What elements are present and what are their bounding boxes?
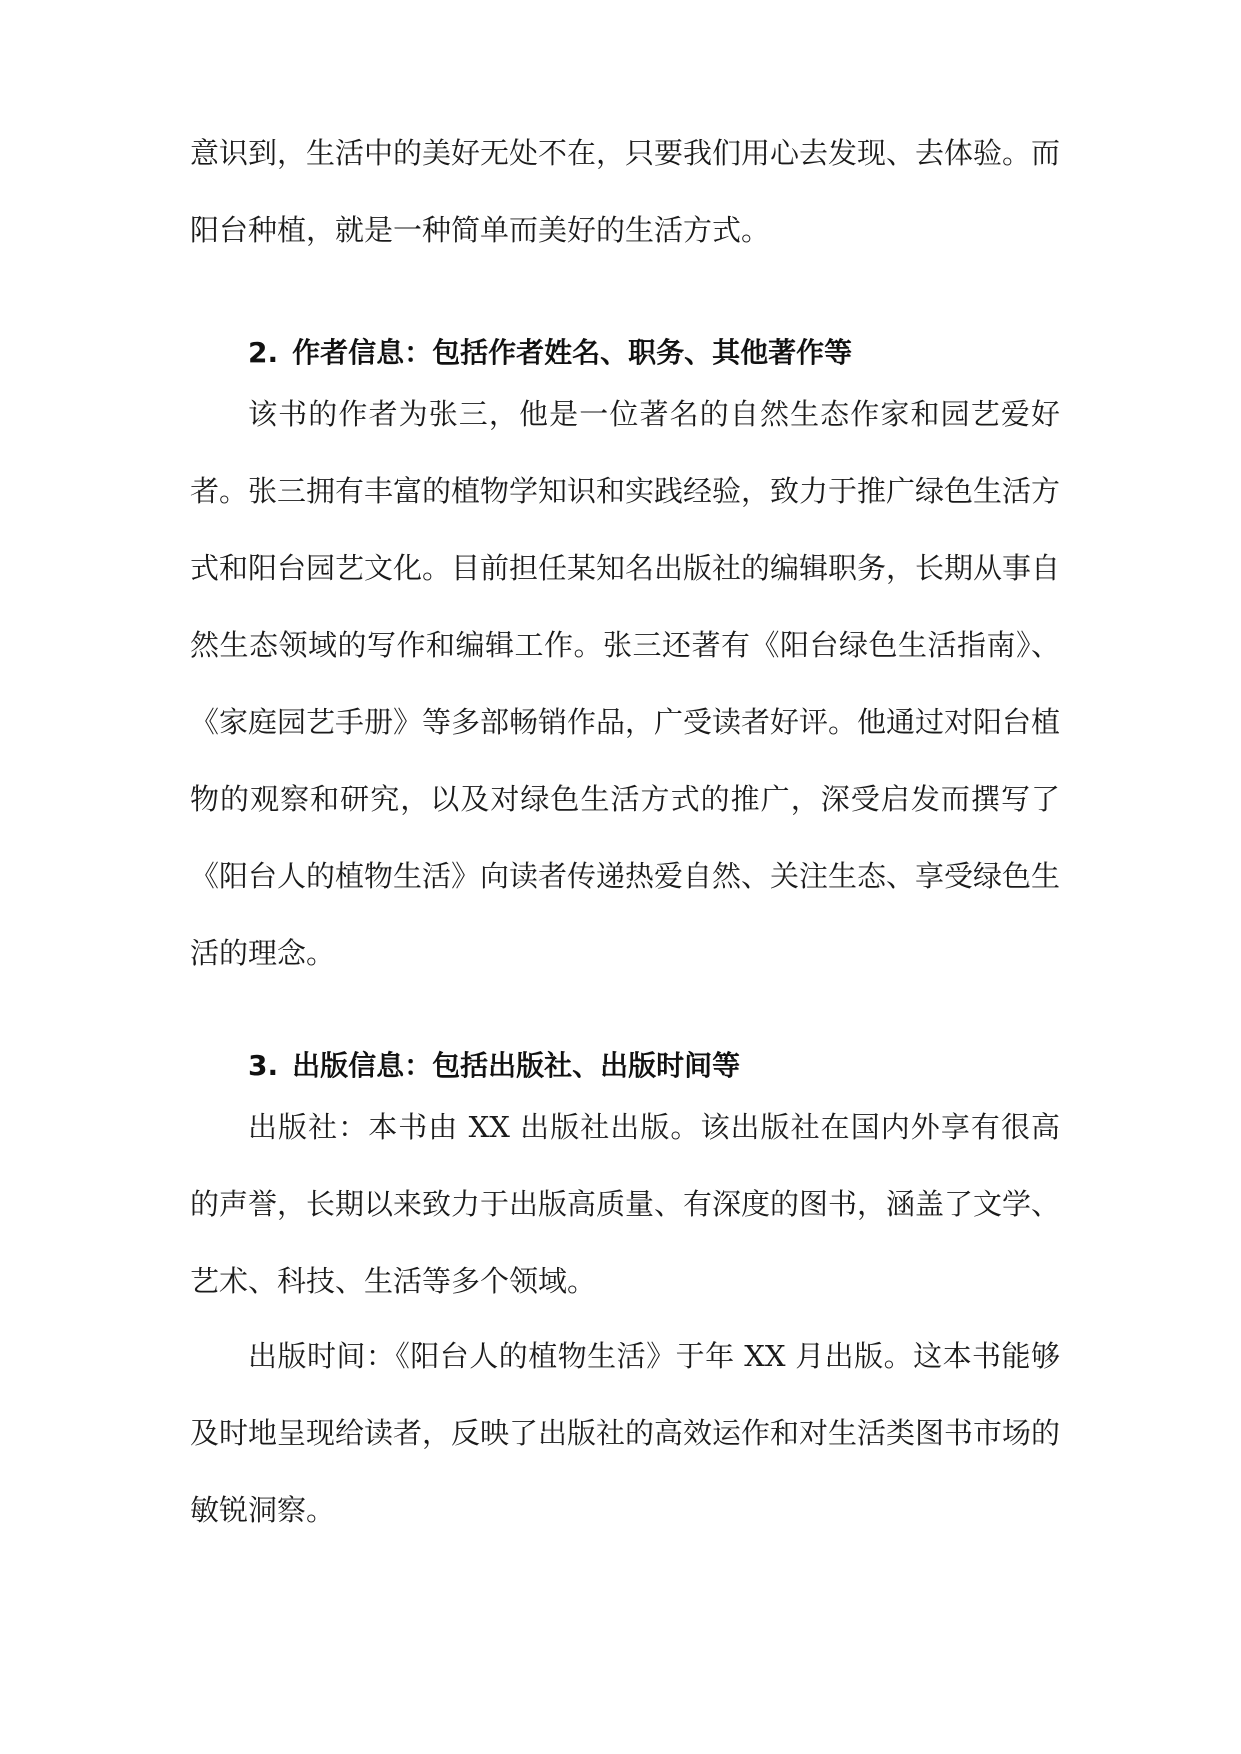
section-2-number: 2. [248, 336, 279, 369]
paragraph-continuation: 意识到，生活中的美好无处不在，只要我们用心去发现、去体验。而阳台种植，就是一种简单而美好的生活方式。 [190, 136, 1061, 247]
section-3-title: 出版信息：包括出版社、出版时间等 [292, 1049, 741, 1082]
section-3-time-paragraph: 出版时间：《阳台人的植物生活》于年 XX 月出版。这本书能够及时地呈现给读者，反映了出版社的高效运作和对生活类图书市场的敏锐洞察。 [190, 1339, 1061, 1527]
section-3-number: 3. [248, 1049, 279, 1082]
section-2-paragraph: 该书的作者为张三，他是一位著名的自然生态作家和园艺爱好者。张三拥有丰富的植物学知识和实践经验，致力于推广绿色生活方式和阳台园艺文化。目前担任某知名出版社的编辑职务，长期从事自然生态领域的写作和编辑工作。张三还著有《阳台绿色生活指南》、《家庭园艺手册》等多部畅销作品，广受读者好评。他通过对阳台植物的观察和研究，以及对绿色生活方式的推广，深受启发而撰写了《阳台人的植物生活》向读者传递热爱自然、关注生态、享受绿色生活的理念。 [190, 397, 1061, 970]
section-3-publisher-paragraph: 出版社：本书由 XX 出版社出版。该出版社在国内外享有很高的声誉，长期以来致力于出版高质量、有深度的图书，涵盖了文学、艺术、科技、生活等多个领域。 [190, 1110, 1061, 1298]
section-2-heading [248, 333, 852, 373]
section-3-heading [248, 1046, 740, 1086]
section-2-title: 作者信息：包括作者姓名、职务、其他著作等 [292, 336, 853, 369]
